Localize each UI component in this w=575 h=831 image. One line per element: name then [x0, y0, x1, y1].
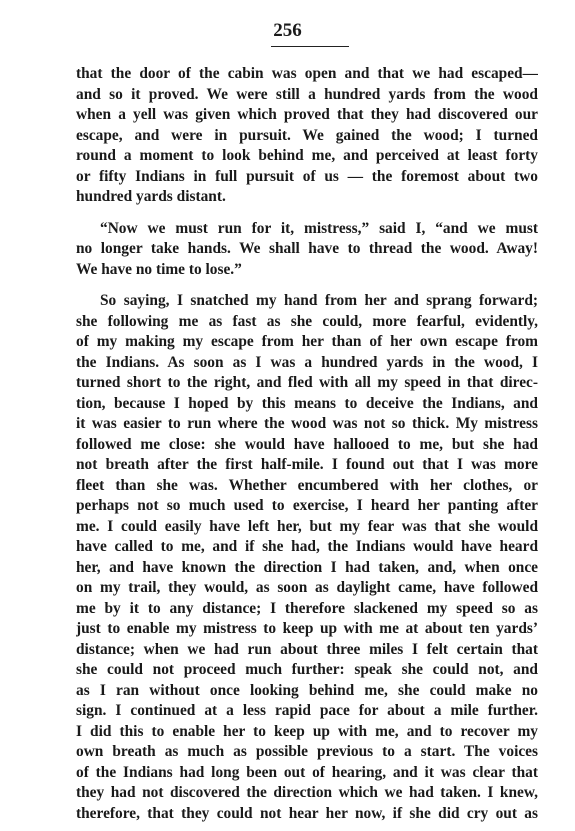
- page-number-rule: [271, 46, 349, 47]
- paragraph-3: [76, 291, 538, 824]
- text-line: So saying, I snatched my hand from her and sprang forward;: [100, 292, 538, 309]
- text-line: turned short to the right, and fled with all my speed in that direc-: [76, 374, 538, 391]
- text-line: fleet than she was. Whether encumbered with her clothes, or: [76, 476, 538, 494]
- text-line: her, and have known the direction I had taken, and, when once: [76, 558, 538, 576]
- text-line: escape, and were in pursuit. We gained the wood; I turned: [76, 126, 538, 144]
- text-line: own breath as much as possible previous to a start. The voices: [76, 743, 538, 760]
- text-line: have called to me, and if she had, the Indians would have heard: [76, 538, 538, 555]
- text-line: the Indians. As soon as I was a hundred yards in the wood, I: [76, 353, 538, 371]
- text-line: hundred yards distant.: [76, 188, 226, 205]
- text-line: We have no time to lose.”: [76, 260, 242, 278]
- text-line: I did this to enable her to keep up with me, and to recover my: [76, 722, 538, 740]
- text-line: round a moment to look behind me, and perceived at least forty: [76, 147, 538, 164]
- text-line: no longer take hands. We shall have to thread the wood. Away!: [76, 240, 538, 257]
- text-line: tion, because I hoped by this means to deceive the Indians, and: [76, 394, 538, 412]
- text-line: sign. I continued at a less rapid pace for about a mile further.: [76, 702, 538, 719]
- text-line: they had not discovered the direction which we had taken. I knew,: [76, 784, 538, 801]
- text-line: just to enable my mistress to keep up with me at about ten yards’: [76, 620, 538, 637]
- text-line: of my making my escape from her than of her own escape from: [76, 333, 538, 350]
- paragraph-1: [76, 64, 538, 208]
- page-number: 256: [273, 20, 302, 41]
- text-line: on my trail, they would, as soon as daylight came, have followed: [76, 579, 538, 596]
- text-line: perhaps not so much used to exercise, I heard her panting after: [76, 497, 538, 514]
- text-line: therefore, that they could not hear her now, if she did cry out as: [76, 804, 538, 822]
- body-text: [76, 64, 538, 824]
- text-line: that the door of the cabin was open and that we had escaped—: [76, 65, 538, 82]
- text-line: when a yell was given which proved that they had discovered our: [76, 106, 538, 123]
- text-line: she could not proceed much further: speak she could not, and: [76, 661, 538, 678]
- text-line: me by it to any distance; I therefore slackened my speed so as: [76, 599, 538, 617]
- text-line: or fifty Indians in full pursuit of us — the foremost about two: [76, 167, 538, 185]
- text-line: followed me close: she would have hallooed to me, but she had: [76, 435, 538, 453]
- text-line: “Now we must run for it, mistress,” said I, “and we must: [100, 219, 538, 237]
- text-line: distance; when we had run about three miles I felt certain that: [76, 640, 538, 658]
- paragraph-2: [76, 219, 538, 281]
- text-line: of the Indians had long been out of hearing, and it was clear that: [76, 763, 538, 781]
- text-line: me. I could easily have left her, but my fear was that she would: [76, 517, 538, 535]
- text-line: not breath after the first half-mile. I found out that I was more: [76, 456, 538, 473]
- text-line: it was easier to run where the wood was not so thick. My mistress: [76, 415, 538, 432]
- text-line: as I ran without once looking behind me, she could make no: [76, 681, 538, 699]
- text-line: she following me as fast as she could, more fearful, evidently,: [76, 312, 538, 330]
- text-line: and so it proved. We were still a hundred yards from the wood: [76, 85, 538, 103]
